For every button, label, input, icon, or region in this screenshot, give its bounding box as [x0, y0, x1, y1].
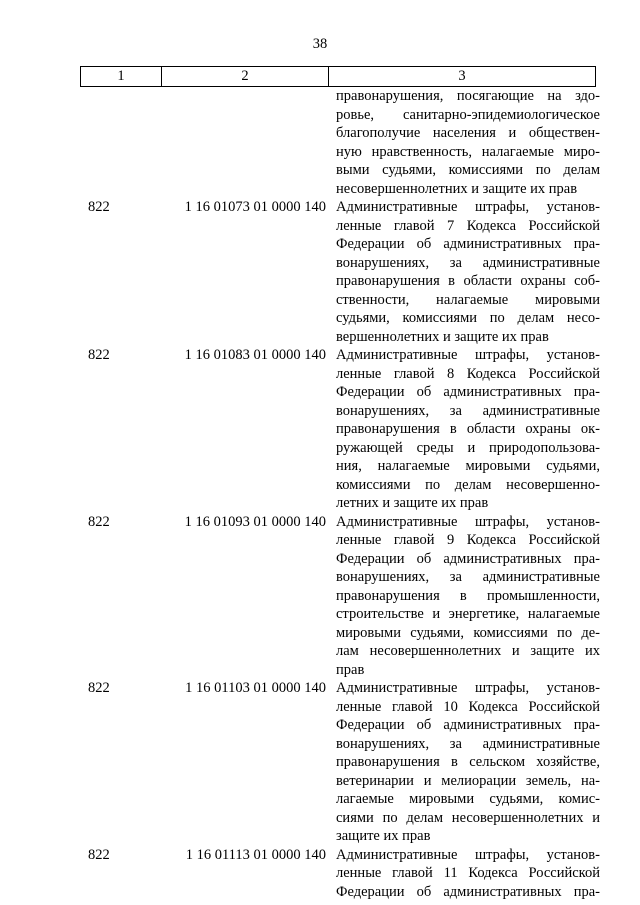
description-line: ветеринарии и мелиорации земель, на- [336, 772, 600, 789]
description-line: Федерации об административных пра- [336, 883, 600, 900]
description-line: Административные штрафы, установ- [336, 513, 600, 530]
description-cell [336, 87, 600, 198]
admin-code-cell: 822 [88, 513, 110, 530]
header-col-3: 3 [329, 67, 596, 87]
description-line: ружающей среды и природопользова- [336, 439, 600, 456]
description-line: Федерации об административных пра- [336, 717, 600, 733]
description-line: ленные главой 10 Кодекса Российской [336, 698, 600, 715]
description-line: Федерации об административных пра- [336, 236, 600, 252]
description-line: вонарушениях, за административные [336, 735, 600, 752]
table-row [80, 679, 600, 846]
description-cell [336, 846, 600, 902]
revenue-code-cell: 1 16 01103 01 0000 140 [185, 680, 326, 696]
description-line: вонарушениях, за административные [336, 254, 600, 271]
description-line: Федерации об административных пра- [336, 550, 600, 567]
description-line: вонарушениях, за административные [336, 569, 600, 585]
description-line: правонарушения в области охраны ок- [336, 421, 600, 437]
description-line: правонарушения, посягающие на здо- [336, 88, 600, 104]
revenue-code-cell: 1 16 01073 01 0000 140 [184, 199, 326, 215]
description-line: вонарушениях, за административные [336, 402, 600, 419]
admin-code-cell: 822 [88, 347, 110, 363]
description-line: Административные штрафы, установ- [336, 846, 600, 863]
description-line: ленные главой 9 Кодекса Российской [336, 532, 600, 548]
page-number: 38 [312, 36, 328, 52]
table-header [80, 66, 596, 87]
description-line: ния, налагаемые мировыми судьями, [336, 458, 600, 474]
description-line: выми судьями, комиссиями по делам [336, 162, 600, 178]
description-line: лагаемые мировыми судьями, комис- [336, 791, 600, 807]
table-row [80, 513, 600, 680]
description-line: ровье, санитарно-эпидемиологическое [336, 106, 600, 123]
description-line: защите их прав [336, 828, 431, 844]
description-line: ленные главой 7 Кодекса Российской [336, 217, 600, 234]
description-line: правонарушения в промышленности, [336, 587, 600, 604]
table-row [80, 198, 600, 346]
revenue-code-cell: 1 16 01113 01 0000 140 [185, 846, 326, 863]
description-line: ленные главой 11 Кодекса Российской [336, 865, 600, 881]
description-line: вершеннолетних и защите их прав [336, 328, 549, 345]
description-line: судьями, комиссиями по делам несо- [336, 310, 600, 326]
description-cell [336, 346, 600, 513]
table-body [80, 87, 600, 901]
description-line: несовершеннолетних и защите их прав [336, 180, 578, 197]
description-cell [336, 513, 600, 680]
description-line: строительстве и энергетике, налагаемые [336, 606, 600, 622]
description-line: летних и защите их прав [336, 495, 489, 511]
description-line: Административные штрафы, установ- [336, 347, 600, 363]
header-col-2: 2 [162, 67, 329, 87]
description-line: благополучие населения и обществен- [336, 125, 600, 141]
description-line: Административные штрафы, установ- [336, 680, 600, 696]
revenue-code-cell: 1 16 01083 01 0000 140 [184, 347, 326, 363]
header-row [81, 67, 596, 87]
description-line: лам несовершеннолетних и защите их [336, 643, 600, 659]
description-line: Федерации об административных пра- [336, 384, 600, 400]
admin-code-cell: 822 [88, 680, 110, 696]
description-line: сиями по делам несовершеннолетних и [336, 809, 600, 826]
admin-code-cell: 822 [88, 199, 110, 215]
header-col-1: 1 [81, 67, 162, 87]
description-line: комиссиями по делам несовершенно- [336, 476, 600, 493]
description-line: правонарушения в области охраны соб- [336, 273, 600, 289]
description-cell [336, 198, 600, 346]
description-line: правонарушения в сельском хозяйстве, [336, 754, 600, 770]
description-line: ную нравственность, налагаемые миро- [336, 143, 600, 160]
description-line: ственности, налагаемые мировыми [336, 291, 600, 308]
table-row [80, 846, 600, 902]
description-line: ленные главой 8 Кодекса Российской [336, 365, 600, 382]
admin-code-cell: 822 [88, 846, 110, 863]
table-row [80, 346, 600, 513]
description-cell [336, 679, 600, 846]
revenue-code-cell: 1 16 01093 01 0000 140 [184, 513, 326, 530]
description-line: прав [336, 661, 365, 678]
description-line: Административные штрафы, установ- [336, 199, 600, 215]
table-row [80, 87, 600, 198]
description-line: мировыми судьями, комиссиями по де- [336, 624, 600, 641]
